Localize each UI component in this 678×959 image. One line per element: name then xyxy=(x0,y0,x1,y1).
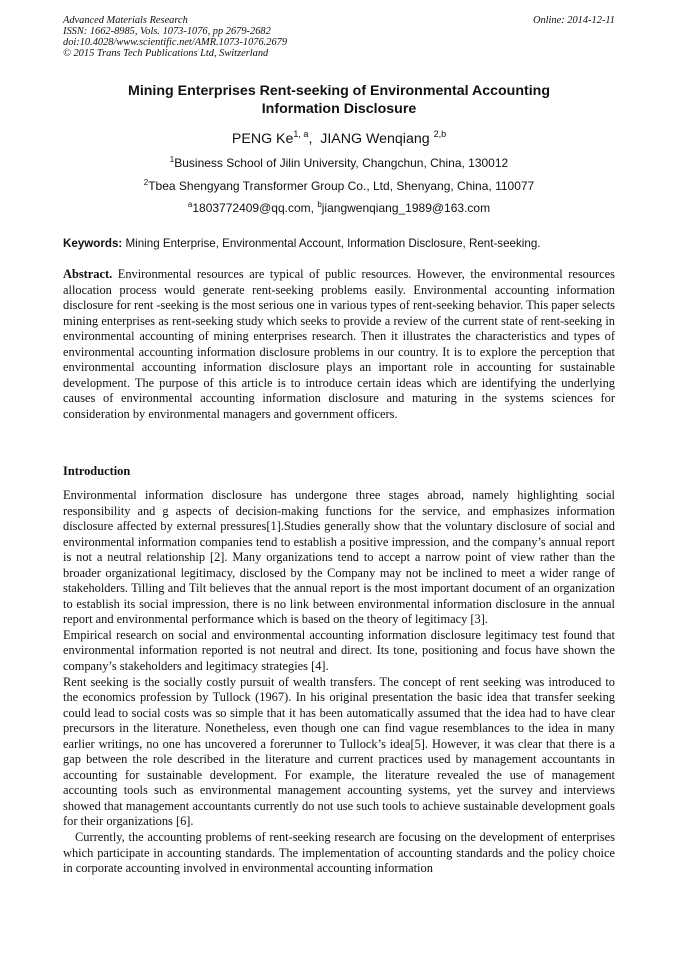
paper-title xyxy=(63,82,615,118)
journal-header xyxy=(63,15,615,59)
journal-copyright: © 2015 Trans Tech Publications Ltd, Switzerland xyxy=(63,48,269,59)
email-a-marker: a xyxy=(187,200,193,209)
email-b[interactable]: jiangwenqiang_1989@163.com xyxy=(321,201,491,215)
affiliation-1-text: Business School of Jilin University, Changchun, China, 130012 xyxy=(174,156,509,170)
email-a[interactable]: 1803772409@qq.com, xyxy=(192,201,318,215)
paragraph: Empirical research on social and environmental accounting information disclosure legitimacy test found that environmental information reported is not neutral and direct. Its tone, positioning and focus have shown the company’s stakeholders and legitimacy strategies [4]. xyxy=(63,627,615,674)
affiliation-2-text: Tbea Shengyang Transformer Group Co., Ltd, Shenyang, China, 110077 xyxy=(148,179,535,193)
affiliation-2 xyxy=(63,178,615,194)
keywords xyxy=(63,236,615,251)
introduction-body xyxy=(63,488,615,877)
abstract-label: Abstract. xyxy=(63,267,113,281)
paragraph: Currently, the accounting problems of rent-seeking research are focusing on the development of enterprises which participate in accounting standards. The implementation of accounting standards and the policy choice in corporate accounting involved in environmental accounting information xyxy=(63,830,615,876)
author-2-affiliation-marker: 2,b xyxy=(433,129,447,139)
keywords-text: Mining Enterprise, Environmental Account, Information Disclosure, Rent-seeking. xyxy=(122,237,541,250)
abstract xyxy=(63,267,615,422)
affiliation-1-marker: 1 xyxy=(169,155,175,164)
author-2-name: JIANG Wenqiang xyxy=(320,131,430,147)
author-emails xyxy=(63,200,615,216)
paragraph: Environmental information disclosure has undergone three stages abroad, namely highlighting social responsibility and g aspects of decision-making functions for the service, and emphasizes information disclosure affected by external pressures[1].Studies generally show that the voluntary disclosure of social and environmental information companies tend to establish a positive impression, and the company’s annual report is not a neutral relationship [2]. Many organizations tend to accept a narrow point of view rather than the broader organizational legitimacy, disclosed by the Company may not be inclined to meet a wider range of stakeholders. Tilling and Tilt believes that the annual report is the most important document of an organization to establish its social impression, there is no link between environmental information disclosure in the annual report and environmental performance which is based on the theory of legitimacy [3]. xyxy=(63,488,615,627)
section-heading-introduction: Introduction xyxy=(63,464,131,478)
paper-title-line-2: Information Disclosure xyxy=(261,101,417,117)
abstract-text: Environmental resources are typical of public resources. However, the environmental resources allocation process would generate rent-seeking problems easily. Environmental accounting information disclosure for rent -seeking is the most serious one in various types of rent-seeking behavior. This paper selects mining enterprises as rent-seeking study which seeks to provide a review of the current state of rent-seeking in environmental accounting of mining enterprises research. Then it illustrates the characteristics and types of environmental accounting information disclosure problems in our country. It is to explore the perception that environmental accounting information disclosure plays an important role in accounting for sustainable development. The purpose of this article is to introduce certain ideas which are identifying the underlying causes of environmental accounting information disclosure and maturing in the systems sciences for consideration by environmental managers and government officers. xyxy=(63,267,615,421)
email-b-marker: b xyxy=(317,200,322,209)
online-date: Online: 2014-12-11 xyxy=(532,15,615,26)
paragraph: Rent seeking is the socially costly pursuit of wealth transfers. The concept of rent seeking was introduced to the economics profession by Tullock (1967). In his original presentation the basic idea that transfer seeking could lead to social costs was so simple that it has been automatically assumed that the idea had to have clear precursors in the literature. Nonetheless, even though one can find vague resemblances to the idea in many earlier writings, no one has uncovered a forerunner to Tullock’s idea[5]. However, it was clear that there is a gap between the role described in the literature and current practices used by management accountants in accounting for sustainable development. For example, the literature revealed the use of management accounting tools such as environmental management accounting systems, yet the survey and interviews showed that management accountants currently do not use such tools to achieve sustainable development goals for their organizations [6]. xyxy=(63,674,615,829)
journal-issn: ISSN: 1662-8985, Vols. 1073-1076, pp 2679-2682 xyxy=(63,26,271,37)
journal-name: Advanced Materials Research xyxy=(63,15,188,26)
journal-doi[interactable]: doi:10.4028/www.scientific.net/AMR.1073-1076.2679 xyxy=(63,37,288,48)
author-list xyxy=(63,130,615,148)
keywords-label: Keywords: xyxy=(63,237,123,250)
author-separator: , xyxy=(308,131,321,147)
affiliation-2-marker: 2 xyxy=(143,178,149,187)
author-1-affiliation-marker: 1, a xyxy=(293,129,309,139)
author-1-name: PENG Ke xyxy=(231,131,294,147)
affiliation-1 xyxy=(63,155,615,171)
paper-title-line-1: Mining Enterprises Rent-seeking of Environmental Accounting xyxy=(128,83,550,99)
